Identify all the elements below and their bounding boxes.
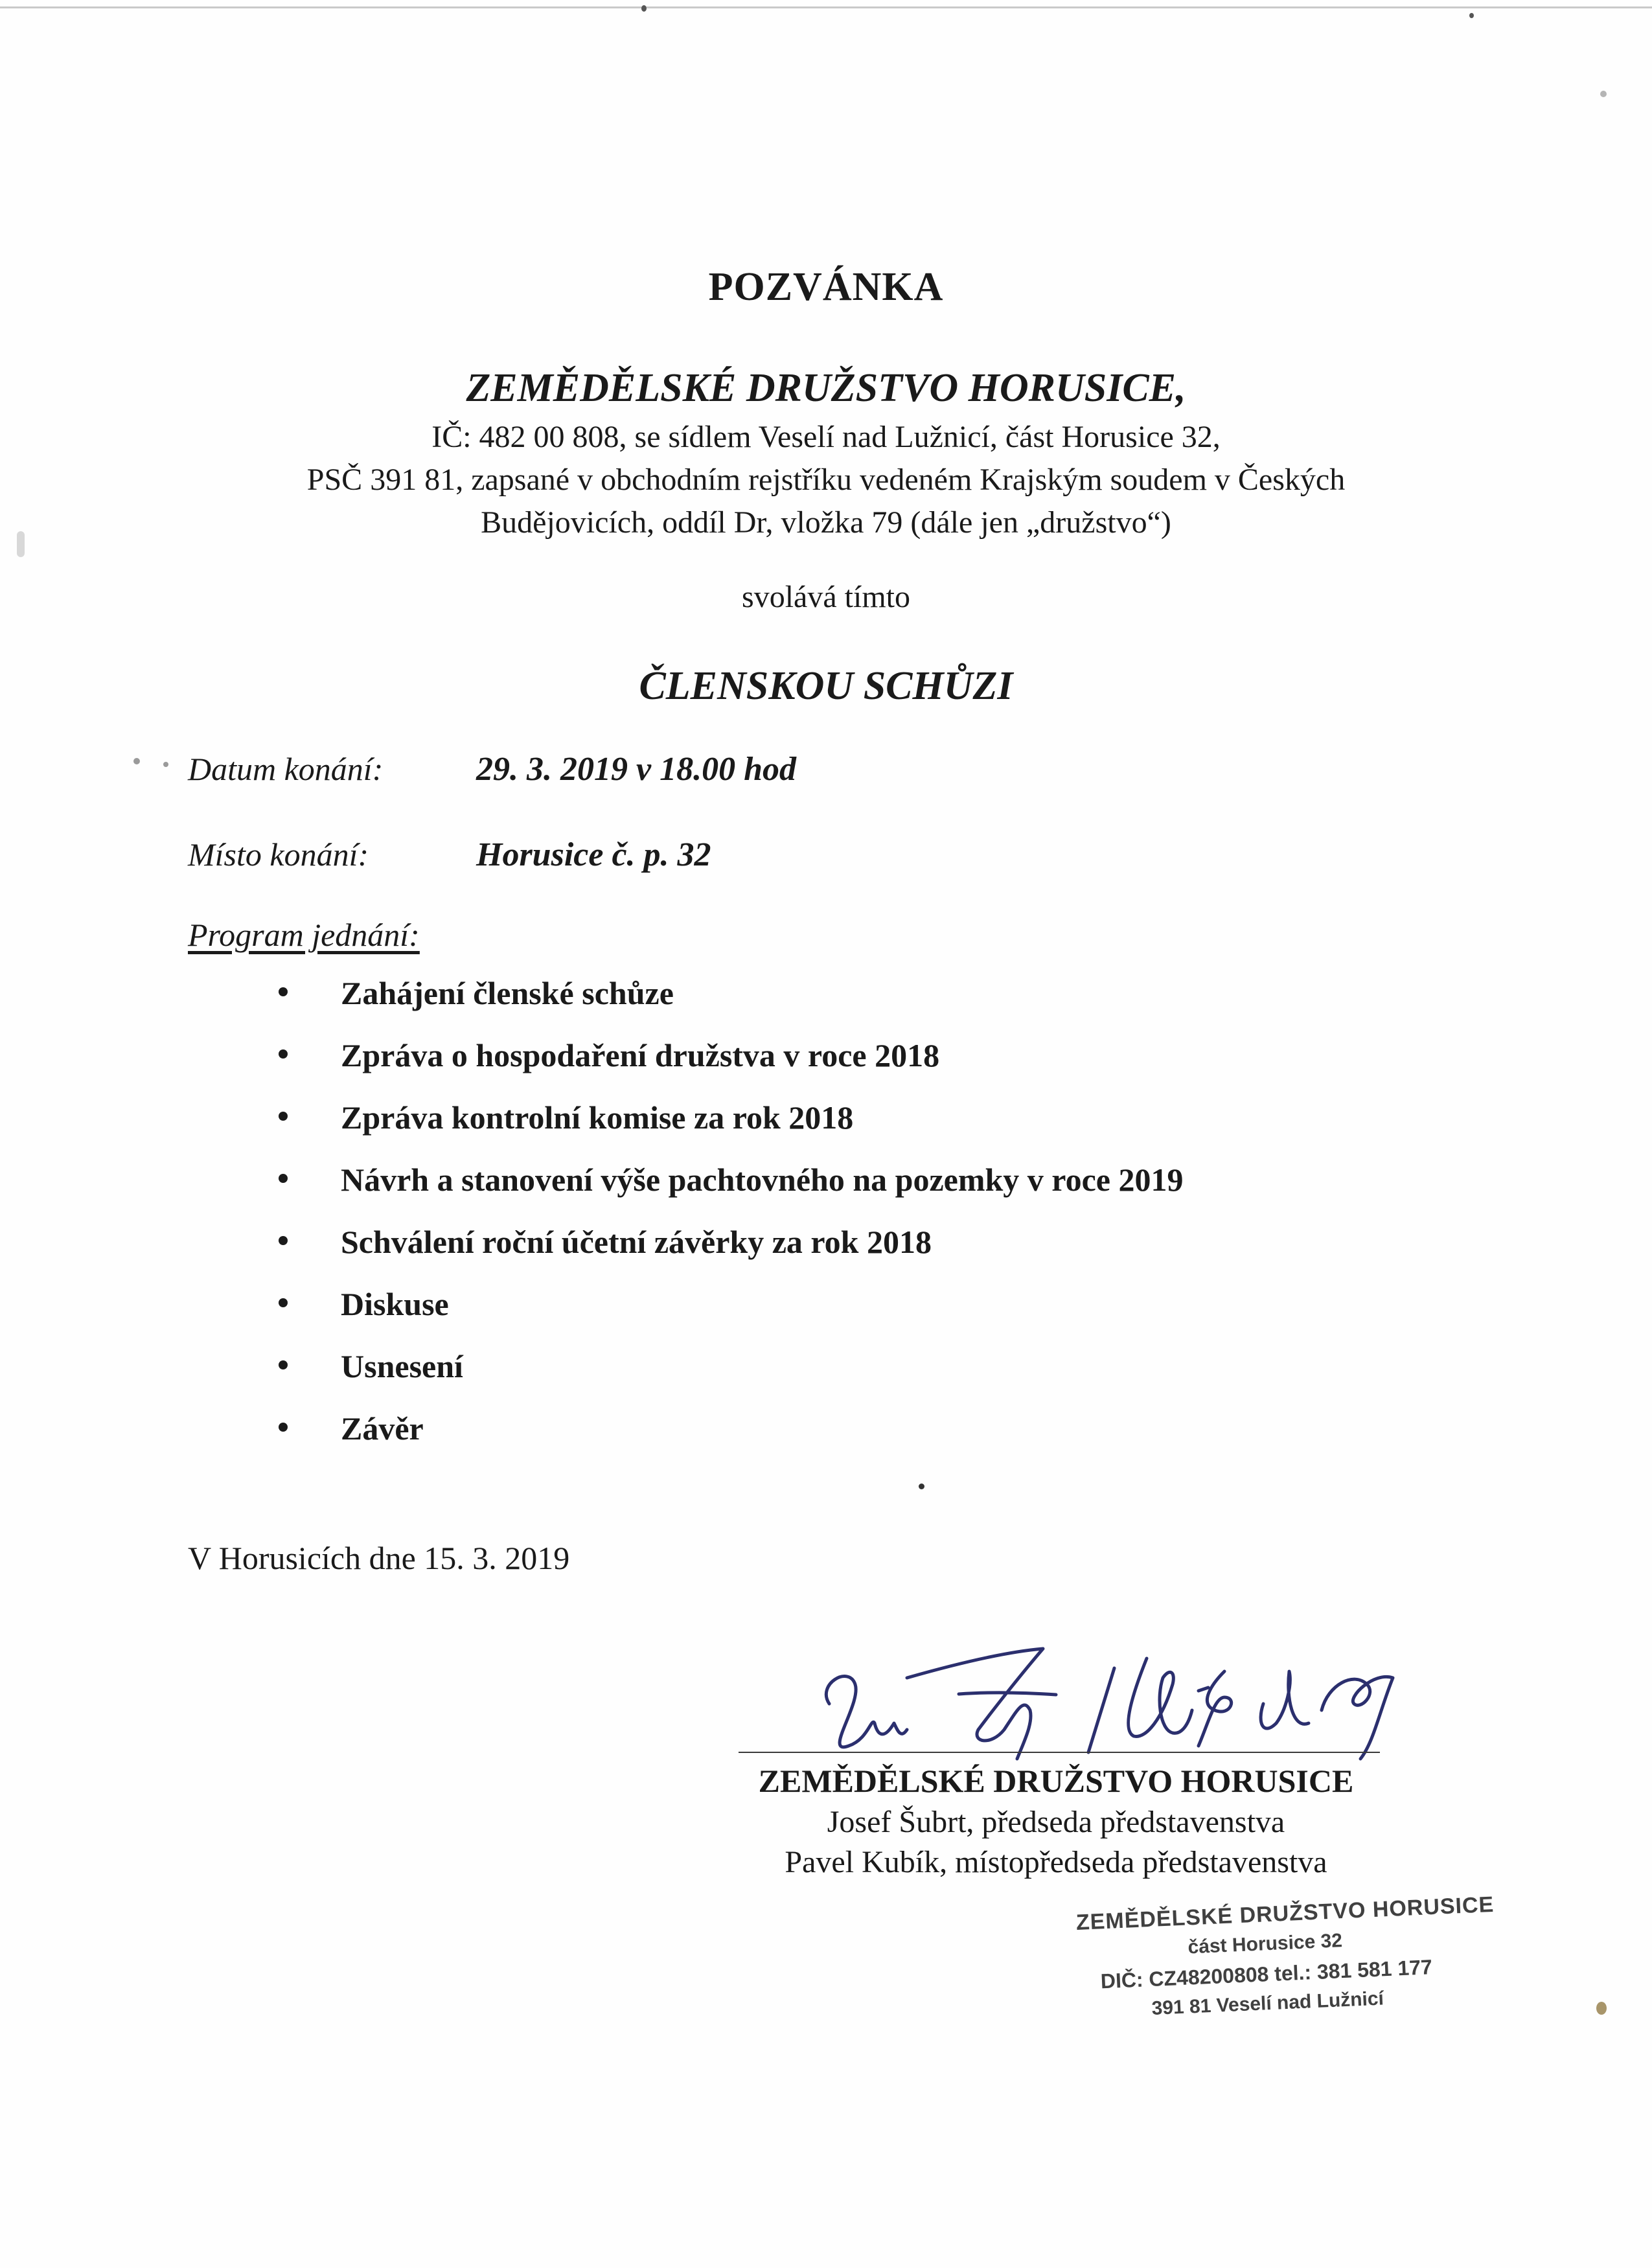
program-heading: Program jednání:	[188, 917, 420, 953]
bullet-icon	[279, 1298, 288, 1307]
date-label: Datum konání:	[188, 751, 384, 787]
date-place-line: V Horusicích dne 15. 3. 2019	[188, 1540, 570, 1576]
scan-edge-line	[0, 6, 1652, 8]
scan-speck	[1600, 91, 1607, 97]
signer-name: Pavel Kubík, místopředseda představenstva	[785, 1845, 1327, 1879]
scan-speck	[133, 758, 140, 764]
stamp-line: ZEMĚDĚLSKÉ DRUŽSTVO HORUSICE	[1075, 1892, 1495, 1935]
signer-organization: ZEMĚDĚLSKÉ DRUŽSTVO HORUSICE	[758, 1763, 1354, 1799]
stamp-line: DIČ: CZ48200808 tel.: 381 581 177	[1100, 1955, 1433, 1993]
agenda-item	[279, 1095, 1445, 1157]
agenda-list	[279, 970, 1445, 1468]
agenda-item	[279, 1281, 1445, 1344]
agenda-item-text: Usnesení	[341, 1348, 463, 1384]
scan-speck	[1469, 13, 1474, 18]
bullet-icon	[279, 1360, 288, 1369]
scan-speck	[17, 531, 25, 557]
agenda-item-text: Návrh a stanovení výše pachtovného na pozemky v roce 2019	[341, 1162, 1184, 1198]
agenda-item-text: Schválení roční účetní závěrky za rok 2018	[341, 1224, 932, 1260]
scan-speck	[641, 5, 647, 12]
place-label: Místo konání:	[188, 836, 369, 873]
handwritten-signature	[810, 1632, 1419, 1762]
scan-speck	[163, 762, 168, 767]
company-stamp	[1075, 1891, 1495, 2063]
agenda-item	[279, 970, 1445, 1033]
bullet-icon	[279, 1112, 288, 1121]
summons-text: svolává tímto	[742, 580, 910, 614]
bullet-icon	[279, 1236, 288, 1245]
scan-speck	[1596, 2002, 1607, 2015]
agenda-item	[279, 1344, 1445, 1406]
signature-line	[739, 1752, 1380, 1753]
bullet-icon	[279, 987, 288, 996]
organization-name: ZEMĚDĚLSKÉ DRUŽSTVO HORUSICE,	[466, 366, 1186, 410]
date-value: 29. 3. 2019 v 18.00 hod	[476, 751, 796, 788]
agenda-item-text: Zpráva o hospodaření družstva v roce 2018	[341, 1037, 940, 1073]
stamp-line: část Horusice 32	[1187, 1930, 1343, 1958]
document-title: POZVÁNKA	[708, 265, 944, 309]
signer-name: Josef Šubrt, předseda představenstva	[827, 1805, 1285, 1839]
organization-info-line: Budějovicích, oddíl Dr, vložka 79 (dále jen „družstvo“)	[481, 505, 1171, 540]
agenda-item	[279, 1033, 1445, 1095]
meeting-heading: ČLENSKOU SCHŮZI	[639, 664, 1013, 708]
agenda-item-text: Zpráva kontrolní komise za rok 2018	[341, 1099, 854, 1136]
scan-speck	[919, 1483, 924, 1489]
agenda-item	[279, 1219, 1445, 1281]
signer-block	[713, 1759, 1399, 1883]
agenda-item	[279, 1406, 1445, 1468]
agenda-item	[279, 1157, 1445, 1219]
organization-info-line: PSČ 391 81, zapsané v obchodním rejstříku vedeném Krajským soudem v Českých	[306, 463, 1346, 497]
agenda-item-text: Závěr	[341, 1410, 424, 1447]
place-value: Horusice č. p. 32	[476, 836, 711, 873]
agenda-item-text: Zahájení členské schůze	[341, 975, 674, 1011]
bullet-icon	[279, 1174, 288, 1183]
bullet-icon	[279, 1049, 288, 1059]
organization-info-line: IČ: 482 00 808, se sídlem Veselí nad Lužnicí, část Horusice 32,	[431, 420, 1221, 454]
bullet-icon	[279, 1423, 288, 1432]
stamp-line: 391 81 Veselí nad Lužnicí	[1151, 1987, 1384, 2020]
agenda-item-text: Diskuse	[341, 1286, 449, 1322]
